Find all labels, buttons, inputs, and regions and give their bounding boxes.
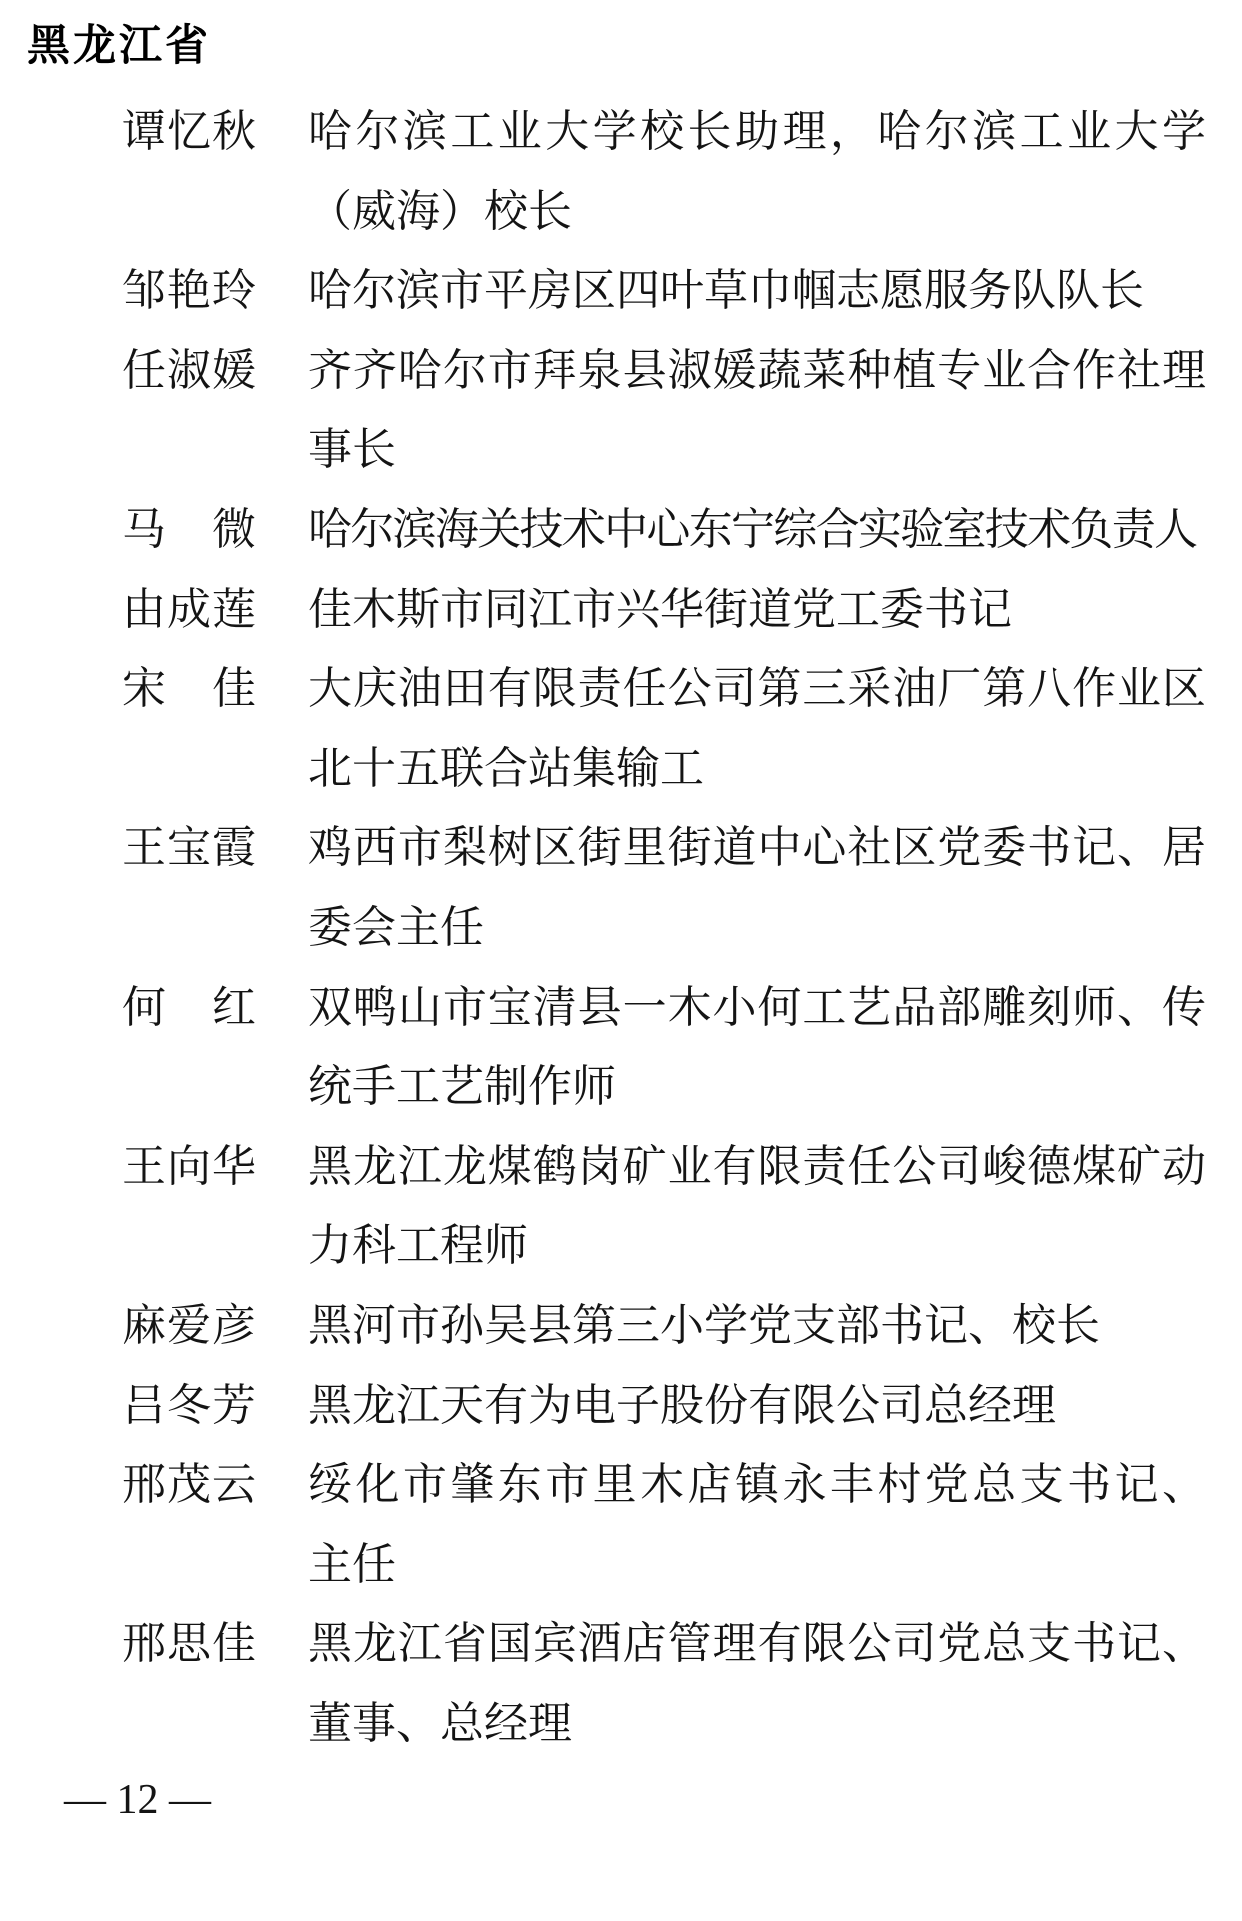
person-title-line: 哈尔滨海关技术中心东宁综合实验室技术负责人 bbox=[308, 504, 1197, 554]
person-title-line: 齐齐哈尔市拜泉县淑媛蔬菜种植专业合作社理 bbox=[308, 345, 1206, 395]
person-title-line: 黑河市孙吴县第三小学党支部书记、校长 bbox=[308, 1300, 1100, 1350]
person-title bbox=[308, 1445, 1206, 1604]
person-name: 由成莲 bbox=[122, 584, 256, 634]
person-title bbox=[308, 331, 1206, 490]
list-item bbox=[0, 251, 1242, 331]
list-item bbox=[0, 1286, 1242, 1366]
person-name: 邢茂云 bbox=[122, 1460, 256, 1510]
list-item bbox=[0, 808, 1242, 967]
person-title-line: 双鸭山市宝清县一木小何工艺品部雕刻师、传 bbox=[308, 982, 1206, 1032]
person-title-line: 黑龙江天有为电子股份有限公司总经理 bbox=[308, 1380, 1056, 1430]
page-number: — 12 — bbox=[64, 1777, 211, 1823]
person-name: 王宝霞 bbox=[122, 823, 256, 873]
province-heading: 黑龙江省 bbox=[27, 22, 211, 70]
person-title-line: 董事、总经理 bbox=[308, 1698, 572, 1748]
person-title-line: 事长 bbox=[308, 425, 396, 475]
person-title-line: 鸡西市梨树区街里街道中心社区党委书记、居 bbox=[308, 823, 1206, 873]
person-title bbox=[308, 1127, 1206, 1286]
person-title-line: 大庆油田有限责任公司第三采油厂第八作业区 bbox=[308, 664, 1206, 714]
award-list bbox=[0, 92, 1242, 1763]
list-item bbox=[0, 1127, 1242, 1286]
person-name: 何 红 bbox=[122, 982, 256, 1032]
person-title bbox=[308, 1286, 1206, 1366]
person-title-line: 哈尔滨工业大学校长助理，哈尔滨工业大学 bbox=[308, 107, 1206, 156]
list-item bbox=[0, 490, 1242, 570]
list-item bbox=[0, 1366, 1242, 1446]
person-title bbox=[308, 92, 1206, 251]
person-title bbox=[308, 570, 1206, 650]
person-title-line: 力科工程师 bbox=[308, 1221, 528, 1271]
list-item bbox=[0, 649, 1242, 808]
list-item bbox=[0, 570, 1242, 650]
list-item bbox=[0, 968, 1242, 1127]
person-title-line: 绥化市肇东市里木店镇永丰村党总支书记、 bbox=[308, 1460, 1206, 1510]
person-name: 邢思佳 bbox=[122, 1619, 256, 1669]
person-title-line: （威海）校长 bbox=[308, 186, 572, 236]
person-name: 邹艳玲 bbox=[122, 266, 256, 316]
person-name: 任淑媛 bbox=[122, 345, 256, 395]
person-name: 马 微 bbox=[122, 504, 256, 554]
person-name: 吕冬芳 bbox=[122, 1380, 256, 1430]
person-title-line: 主任 bbox=[308, 1539, 396, 1589]
list-item bbox=[0, 1445, 1242, 1604]
person-title bbox=[308, 808, 1206, 967]
person-title bbox=[308, 968, 1206, 1127]
person-title-line: 哈尔滨市平房区四叶草巾帼志愿服务队队长 bbox=[308, 266, 1144, 316]
list-item bbox=[0, 92, 1242, 251]
person-title-line: 统手工艺制作师 bbox=[308, 1062, 616, 1112]
person-name: 王向华 bbox=[122, 1141, 256, 1191]
person-name: 谭忆秋 bbox=[122, 107, 256, 156]
person-title bbox=[308, 1604, 1206, 1763]
person-name: 麻爱彦 bbox=[122, 1300, 256, 1350]
person-title-line: 黑龙江省国宾酒店管理有限公司党总支书记、 bbox=[308, 1619, 1206, 1669]
person-title-line: 佳木斯市同江市兴华街道党工委书记 bbox=[308, 584, 1012, 634]
list-item bbox=[0, 1604, 1242, 1763]
person-name: 宋 佳 bbox=[122, 664, 256, 714]
person-title-line: 委会主任 bbox=[308, 902, 484, 952]
person-title-line: 北十五联合站集输工 bbox=[308, 743, 704, 793]
person-title bbox=[308, 490, 1206, 570]
person-title-line: 黑龙江龙煤鹤岗矿业有限责任公司峻德煤矿动 bbox=[308, 1141, 1206, 1191]
list-item bbox=[0, 331, 1242, 490]
person-title bbox=[308, 1366, 1206, 1446]
person-title bbox=[308, 649, 1206, 808]
person-title bbox=[308, 251, 1206, 331]
